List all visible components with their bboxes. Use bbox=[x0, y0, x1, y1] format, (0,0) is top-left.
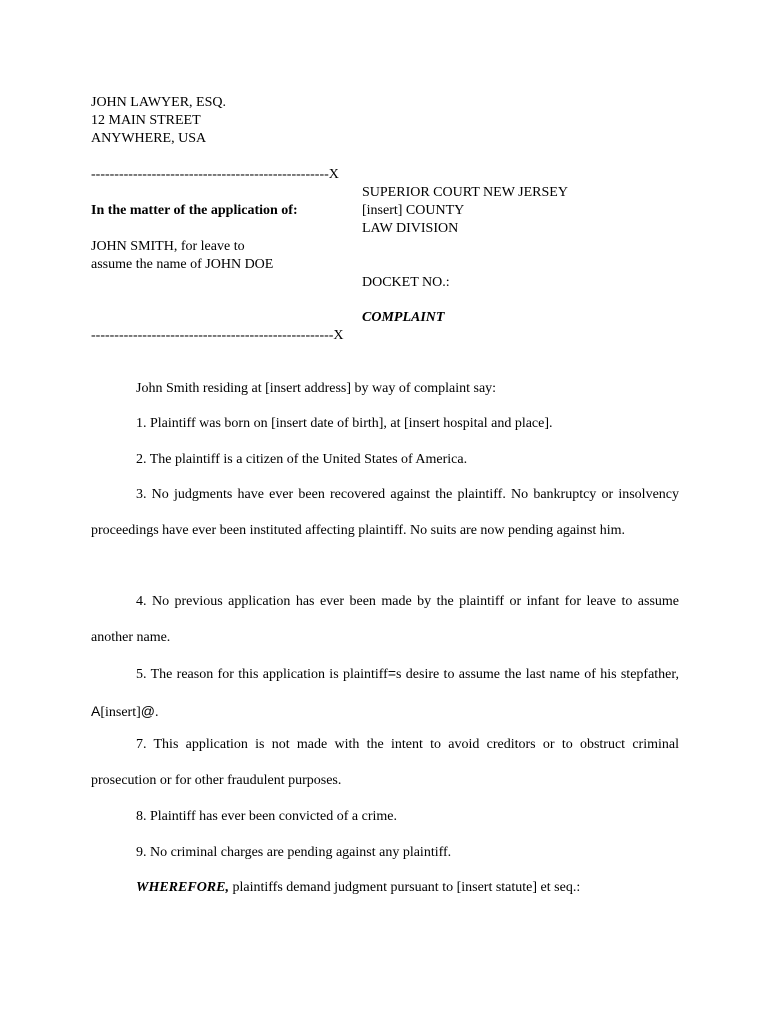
wherefore-clause: WHEREFORE, plaintiffs demand judgment pursuant to [insert statute] et seq.: bbox=[136, 880, 581, 895]
paragraph-9: 9. No criminal charges are pending against any plaintiff. bbox=[136, 845, 452, 860]
attorney-name: JOHN LAWYER, ESQ. bbox=[91, 95, 226, 110]
complaint-intro: John Smith residing at [insert address] by way of complaint say: bbox=[136, 381, 497, 396]
court-division: LAW DIVISION bbox=[362, 221, 459, 236]
caption-top-rule: ---------------------------------------------------X bbox=[91, 167, 339, 182]
paragraph-7: 7. This application is not made with the intent to avoid creditors or to obstruct criminal prosecution or for other fraudulent purposes. bbox=[91, 737, 679, 788]
caption-bottom-rule: ----------------------------------------------------X bbox=[91, 328, 344, 343]
attorney-street: 12 MAIN STREET bbox=[91, 113, 201, 128]
docket-number: DOCKET NO.: bbox=[362, 275, 450, 290]
court-name: SUPERIOR COURT NEW JERSEY bbox=[362, 185, 568, 200]
paragraph-2: 2. The plaintiff is a citizen of the United States of America. bbox=[136, 452, 468, 467]
attorney-city: ANYWHERE, USA bbox=[91, 131, 207, 146]
paragraph-5: 5. The reason for this application is plaintiff=s desire to assume the last name of his stepfather, A[insert]@. bbox=[91, 665, 679, 720]
symbol-glyph: @ bbox=[140, 703, 155, 719]
paragraph-1: 1. Plaintiff was born on [insert date of birth], at [insert hospital and place]. bbox=[136, 416, 553, 431]
paragraph-8: 8. Plaintiff has ever been convicted of a crime. bbox=[136, 809, 397, 824]
document-title: COMPLAINT bbox=[362, 310, 445, 325]
court-county: [insert] COUNTY bbox=[362, 203, 465, 218]
paragraph-4: 4. No previous application has ever been made by the plaintiff or infant for leave to assume another name. bbox=[91, 594, 679, 645]
party-line-2: assume the name of JOHN DOE bbox=[91, 257, 274, 272]
wherefore-label: WHEREFORE, bbox=[136, 880, 229, 895]
symbol-glyph: A bbox=[91, 703, 101, 719]
party-line-1: JOHN SMITH, for leave to bbox=[91, 239, 245, 254]
paragraph-3: 3. No judgments have ever been recovered against the plaintiff. No bankruptcy or insolvency proceedings have ever been instituted affecting plaintiff. No suits are now pending against him. bbox=[91, 487, 679, 538]
symbol-glyph: = bbox=[387, 665, 397, 681]
matter-label: In the matter of the application of: bbox=[91, 203, 298, 218]
